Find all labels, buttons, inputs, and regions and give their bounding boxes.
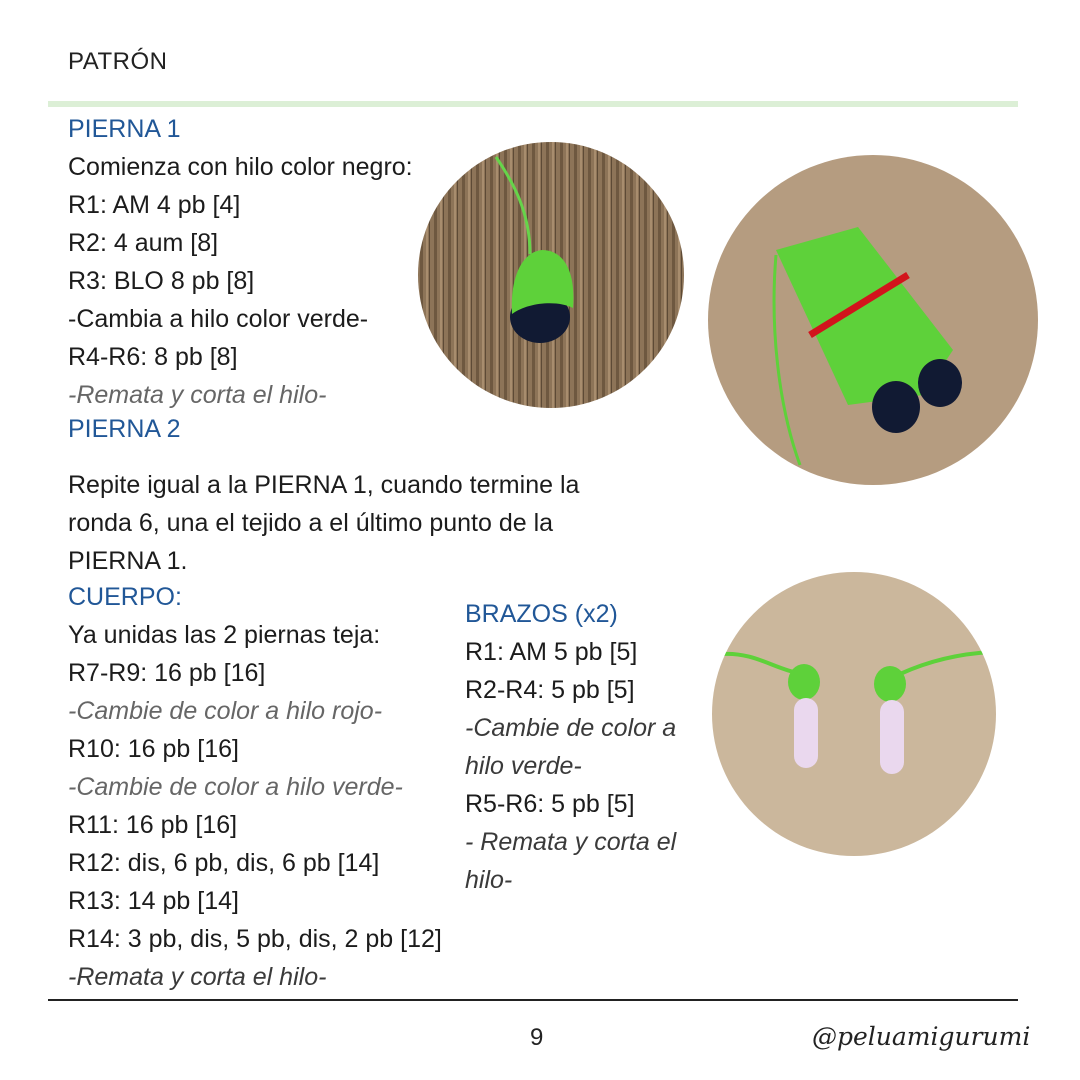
body-line: R11: 16 pb [16]	[68, 811, 238, 839]
leg1-section	[68, 110, 413, 448]
arms-line: hilo-	[465, 866, 513, 894]
body-line: -Remata y corta el hilo-	[68, 963, 327, 991]
body-line: -Cambie de color a hilo rojo-	[68, 697, 383, 725]
arms-line: - Remata y corta el	[465, 828, 677, 856]
arms-line: R1: AM 5 pb [5]	[465, 638, 638, 666]
body-line: R7-R9: 16 pb [16]	[68, 659, 266, 687]
leg1-line: -Cambia a hilo color verde-	[68, 305, 369, 333]
body-section	[68, 578, 442, 996]
arms-line: R5-R6: 5 pb [5]	[465, 790, 635, 818]
leg1-line: R1: AM 4 pb [4]	[68, 191, 241, 219]
body-line: R14: 3 pb, dis, 5 pb, dis, 2 pb [12]	[68, 925, 442, 953]
leg2-line: PIERNA 1.	[68, 547, 188, 575]
arms-photo	[712, 572, 996, 856]
pink-arm	[794, 698, 818, 768]
leg2-line: Repite igual a la PIERNA 1, cuando termine la	[68, 471, 580, 499]
pants-photo	[708, 155, 1038, 485]
arms-section	[465, 595, 676, 899]
arms-heading: BRAZOS (x2)	[465, 600, 618, 628]
leg1-line: R2: 4 aum [8]	[68, 229, 219, 257]
page-number: 9	[530, 1024, 544, 1051]
arms-line: hilo verde-	[465, 752, 582, 780]
body-line: R12: dis, 6 pb, dis, 6 pb [14]	[68, 849, 380, 877]
pink-arm	[880, 700, 904, 774]
body-line: R13: 14 pb [14]	[68, 887, 239, 915]
leg1-line: R4-R6: 8 pb [8]	[68, 343, 238, 371]
body-line: -Cambie de color a hilo verde-	[68, 773, 403, 801]
wood-background	[712, 572, 996, 856]
body-line: Ya unidas las 2 piernas teja:	[68, 621, 381, 649]
leg2-heading: PIERNA 2	[68, 415, 181, 443]
green-hand	[788, 664, 820, 700]
arms-line: -Cambie de color a	[465, 714, 677, 742]
body-line: R10: 16 pb [16]	[68, 735, 239, 763]
green-hand	[874, 666, 906, 702]
body-heading: CUERPO:	[68, 583, 182, 611]
leg1-finish: -Remata y corta el hilo-	[68, 381, 327, 409]
leg1-line: Comienza con hilo color negro:	[68, 153, 413, 181]
arms-line: R2-R4: 5 pb [5]	[465, 676, 635, 704]
black-foot	[872, 381, 920, 433]
top-divider	[48, 101, 1018, 107]
author-handle: @peluamigurumi	[812, 1022, 1031, 1051]
leg2-line: ronda 6, una el tejido a el último punto de la	[68, 509, 554, 537]
leg-photo	[418, 142, 684, 408]
leg1-heading: PIERNA 1	[68, 115, 181, 143]
leg2-text	[68, 466, 628, 580]
page-title: PATRÓN	[68, 48, 168, 75]
bottom-divider	[48, 999, 1018, 1001]
black-foot	[918, 359, 962, 407]
leg1-line: R3: BLO 8 pb [8]	[68, 267, 255, 295]
